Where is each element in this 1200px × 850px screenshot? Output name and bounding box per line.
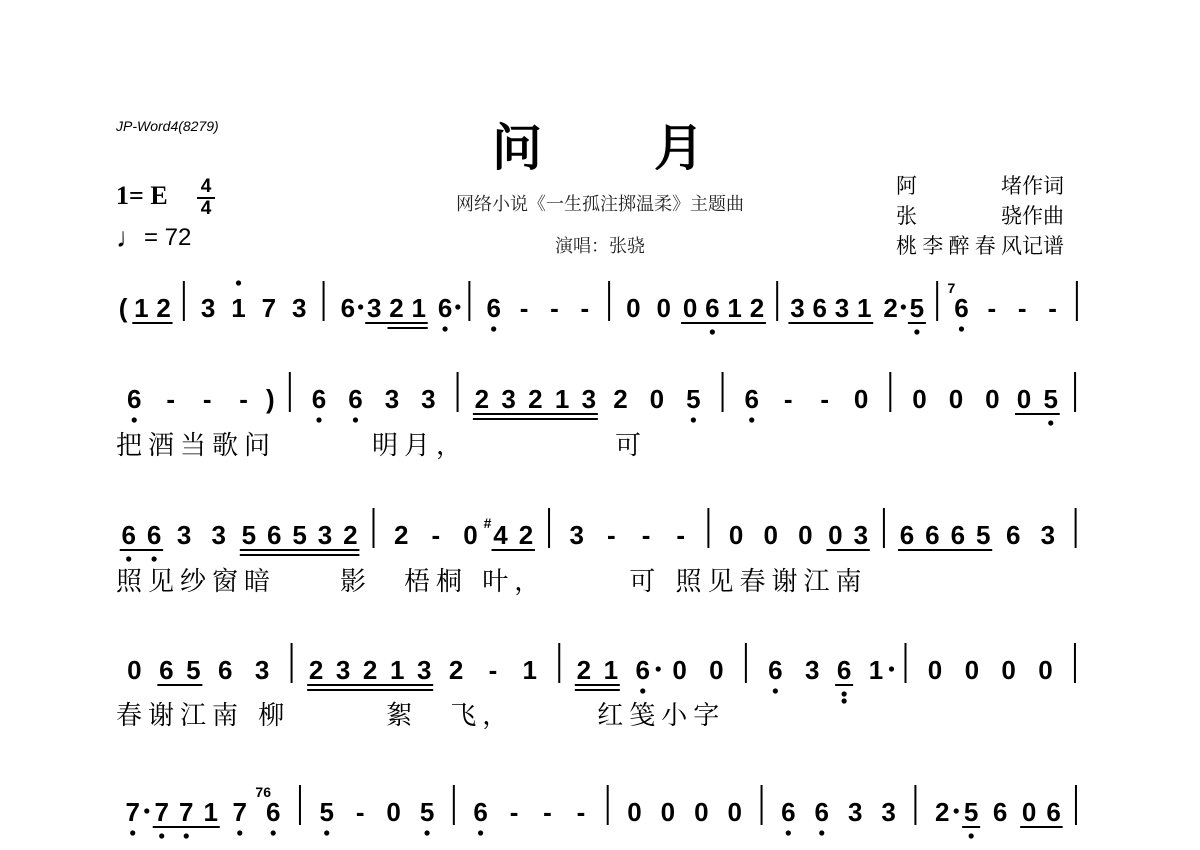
dash-mark: - bbox=[576, 797, 586, 827]
note: 3 bbox=[335, 655, 351, 685]
note: 3 bbox=[200, 293, 216, 323]
note: 3 bbox=[292, 293, 307, 323]
note: 5 bbox=[419, 797, 435, 827]
sharp-sign: # bbox=[483, 515, 492, 531]
note: 2 bbox=[934, 797, 950, 827]
dash-mark: - bbox=[509, 797, 519, 827]
low-octave-dot bbox=[959, 326, 964, 331]
note: 0 bbox=[626, 293, 641, 323]
note: 6 bbox=[159, 655, 174, 685]
aug-dot bbox=[901, 304, 906, 309]
note: 5 bbox=[975, 520, 991, 550]
note: 0 bbox=[127, 655, 142, 685]
note: 3 bbox=[853, 520, 869, 550]
low-octave-dot bbox=[786, 830, 791, 835]
note: 0 bbox=[985, 384, 1000, 414]
dash-mark: - bbox=[1048, 293, 1057, 323]
note: 2 bbox=[613, 384, 628, 414]
note: 0 bbox=[927, 655, 943, 685]
note: 7 bbox=[232, 797, 247, 827]
high-octave-dot bbox=[236, 280, 241, 285]
quarter-note-icon: ♩ bbox=[116, 222, 144, 253]
note: 2 bbox=[393, 520, 409, 550]
aug-dot bbox=[144, 808, 149, 813]
note: 0 bbox=[964, 655, 980, 685]
dash-mark: - bbox=[239, 384, 248, 414]
aug-dot bbox=[656, 666, 661, 671]
note: 2 bbox=[749, 293, 765, 323]
note: 6 bbox=[265, 797, 281, 827]
note: 2 bbox=[576, 655, 592, 685]
note: 2 bbox=[362, 655, 378, 685]
note: 3 bbox=[569, 520, 584, 550]
note: 0 bbox=[463, 520, 478, 550]
dash-mark: - bbox=[355, 797, 365, 827]
note: 0 bbox=[763, 520, 778, 550]
note: 0 bbox=[727, 797, 743, 827]
note: 3 bbox=[881, 797, 896, 827]
note: 2 bbox=[474, 384, 490, 414]
low-octave-dot bbox=[491, 326, 496, 331]
low-octave-dot bbox=[271, 830, 276, 835]
low-octave-dot bbox=[159, 833, 164, 838]
low-octave-dot bbox=[237, 830, 242, 835]
note: 0 bbox=[386, 797, 401, 827]
low-octave-dot bbox=[126, 556, 131, 561]
note: 3 bbox=[1040, 520, 1056, 550]
dash-mark: - bbox=[543, 797, 552, 827]
note: 7 bbox=[125, 797, 140, 827]
note: 7 bbox=[154, 797, 169, 827]
note: 3 bbox=[501, 384, 516, 414]
note: 0 bbox=[1016, 384, 1032, 414]
note: 0 bbox=[694, 797, 709, 827]
version-label: JP-Word4(8279) bbox=[116, 118, 219, 134]
note: 6 bbox=[950, 520, 966, 550]
note: 6 bbox=[925, 520, 940, 550]
note: 1 bbox=[727, 293, 742, 323]
note: 6 bbox=[836, 655, 852, 685]
note: 6 bbox=[473, 797, 488, 827]
note: 6 bbox=[899, 520, 915, 550]
note: 3 bbox=[790, 293, 805, 323]
note: 2 bbox=[389, 293, 404, 323]
note: ) bbox=[266, 384, 275, 414]
note: 0 bbox=[798, 520, 813, 550]
note: 6 bbox=[1046, 797, 1061, 827]
note: 6 bbox=[121, 520, 136, 550]
credit-role: 记谱 bbox=[1022, 234, 1064, 258]
note: 1 bbox=[134, 293, 149, 323]
note: ( bbox=[118, 293, 128, 323]
low-octave-dot bbox=[819, 830, 824, 835]
dash-mark: - bbox=[783, 384, 793, 414]
note: 2 bbox=[518, 520, 534, 550]
note: 3 bbox=[416, 655, 432, 685]
note: 6 bbox=[781, 797, 796, 827]
dash-mark: - bbox=[580, 293, 590, 323]
note: 0 bbox=[682, 293, 698, 323]
note: 1 bbox=[411, 293, 426, 323]
lyric-line: 把酒当歌问 明月， 可 bbox=[116, 431, 648, 461]
note: 6 bbox=[218, 655, 233, 685]
aug-dot bbox=[455, 304, 460, 309]
tempo-value: = 72 bbox=[144, 224, 192, 251]
note: 1 bbox=[231, 293, 246, 323]
note: 5 bbox=[292, 520, 307, 550]
dash-mark: - bbox=[519, 293, 529, 323]
credit-name: 桃李醉春风 bbox=[896, 234, 1022, 258]
note: 7 bbox=[179, 797, 194, 827]
note: 2 bbox=[343, 520, 358, 550]
note: 0 bbox=[853, 384, 869, 414]
low-octave-dot bbox=[353, 417, 358, 422]
low-octave-dot bbox=[1048, 420, 1053, 425]
note: 5 bbox=[319, 797, 334, 827]
note: 0 bbox=[828, 520, 843, 550]
aug-dot bbox=[954, 808, 959, 813]
low-octave-dot bbox=[152, 556, 157, 561]
low-octave-dot bbox=[640, 688, 645, 693]
low-octave-dot bbox=[710, 329, 715, 334]
key-signature: 1= E bbox=[116, 181, 168, 210]
low-octave-dot bbox=[914, 329, 919, 334]
low-octave-dot bbox=[130, 830, 135, 835]
note: 2 bbox=[883, 293, 898, 323]
note: 0 bbox=[912, 384, 927, 414]
low-octave-dot bbox=[424, 830, 429, 835]
note: 6 bbox=[992, 797, 1008, 827]
dash-mark: - bbox=[202, 384, 212, 414]
aug-dot bbox=[358, 304, 363, 309]
note: 6 bbox=[812, 293, 827, 323]
lyric-line: 春谢江南 柳 絮 飞， 红笺小字 bbox=[116, 701, 726, 731]
note: 6 bbox=[348, 384, 363, 414]
note: 0 bbox=[649, 384, 665, 414]
note: 0 bbox=[709, 655, 724, 685]
note: 0 bbox=[627, 797, 642, 827]
note: 6 bbox=[486, 293, 501, 323]
singer-label: 演唱：张骁 bbox=[555, 236, 645, 257]
note: 6 bbox=[768, 655, 783, 685]
low-octave-dot bbox=[132, 417, 137, 422]
note: 3 bbox=[254, 655, 270, 685]
low-octave-dot bbox=[691, 417, 696, 422]
time-bottom: 4 bbox=[200, 198, 212, 219]
note: 0 bbox=[1001, 655, 1016, 685]
song-subtitle: 网络小说《一生孤注掷温柔》主题曲 bbox=[456, 194, 744, 215]
low-octave-dot bbox=[749, 417, 754, 422]
note: 6 bbox=[744, 384, 759, 414]
grace-note: 76 bbox=[255, 784, 271, 800]
note: 3 bbox=[384, 384, 400, 414]
note: 3 bbox=[847, 797, 863, 827]
dash-mark: - bbox=[431, 520, 441, 550]
low-octave-dot bbox=[773, 688, 778, 693]
note: 6 bbox=[635, 655, 650, 685]
note: 2 bbox=[156, 293, 171, 323]
note: 5 bbox=[909, 293, 925, 323]
note: 5 bbox=[241, 520, 257, 550]
note: 1 bbox=[522, 655, 538, 685]
low-octave-dot bbox=[184, 833, 189, 838]
dash-mark: - bbox=[820, 384, 829, 414]
note: 3 bbox=[211, 520, 227, 550]
dash-mark: - bbox=[488, 655, 498, 685]
note: 0 bbox=[660, 797, 676, 827]
low-octave-dot bbox=[842, 691, 847, 696]
note: 6 bbox=[814, 797, 829, 827]
credit-role: 作词 bbox=[1022, 174, 1064, 198]
dash-mark: - bbox=[607, 520, 616, 550]
note: 5 bbox=[186, 655, 201, 685]
note: 1 bbox=[554, 384, 570, 414]
dash-mark: - bbox=[641, 520, 651, 550]
dash-mark: - bbox=[676, 520, 686, 550]
note: 5 bbox=[963, 797, 979, 827]
note: 1 bbox=[857, 293, 872, 323]
note: 1 bbox=[603, 655, 619, 685]
note: 5 bbox=[1043, 384, 1058, 414]
note: 6 bbox=[126, 384, 142, 414]
note: 1 bbox=[389, 655, 405, 685]
note: 2 bbox=[528, 384, 543, 414]
note: 3 bbox=[317, 520, 333, 550]
low-octave-dot bbox=[969, 833, 974, 838]
time-top: 4 bbox=[200, 176, 212, 197]
note: 5 bbox=[686, 384, 701, 414]
note: 0 bbox=[1021, 797, 1037, 827]
credit-name: 阿堵 bbox=[896, 174, 1022, 198]
note: 0 bbox=[948, 384, 964, 414]
low-octave-dot bbox=[442, 326, 447, 331]
note: 3 bbox=[421, 384, 436, 414]
note: 3 bbox=[366, 293, 382, 323]
note: 3 bbox=[804, 655, 820, 685]
note: 6 bbox=[1006, 520, 1021, 550]
note: 0 bbox=[1038, 655, 1053, 685]
note: 6 bbox=[705, 293, 720, 323]
credit-role: 作曲 bbox=[1022, 204, 1064, 228]
lyric-line: 照见纱窗暗 影 梧桐 叶， 可 照见春谢江南 bbox=[116, 567, 868, 597]
credit-name: 张骁 bbox=[896, 204, 1022, 228]
note: 6 bbox=[266, 520, 282, 550]
song-title: 问 月 bbox=[492, 118, 708, 177]
note: 2 bbox=[308, 655, 324, 685]
note: 1 bbox=[868, 655, 884, 685]
note: 3 bbox=[581, 384, 597, 414]
note: 3 bbox=[176, 520, 192, 550]
low-octave-dot bbox=[316, 417, 321, 422]
note: 6 bbox=[146, 520, 162, 550]
note: 6 bbox=[437, 293, 453, 323]
note: 0 bbox=[672, 655, 687, 685]
note: 2 bbox=[448, 655, 464, 685]
note: 4 bbox=[493, 520, 508, 550]
note: 3 bbox=[834, 293, 850, 323]
note: 7 bbox=[261, 293, 277, 323]
dash-mark: - bbox=[987, 293, 997, 323]
note: 0 bbox=[728, 520, 744, 550]
note: 6 bbox=[954, 293, 969, 323]
note: 6 bbox=[340, 293, 356, 323]
low-octave-dot bbox=[478, 830, 483, 835]
low-octave-dot bbox=[842, 698, 847, 703]
note: 1 bbox=[203, 797, 219, 827]
note: 6 bbox=[311, 384, 327, 414]
grace-note: 7 bbox=[947, 280, 956, 296]
dash-mark: - bbox=[550, 293, 559, 323]
low-octave-dot bbox=[324, 830, 329, 835]
note: 0 bbox=[656, 293, 672, 323]
dash-mark: - bbox=[1017, 293, 1027, 323]
dash-mark: - bbox=[166, 384, 176, 414]
aug-dot bbox=[889, 666, 894, 671]
